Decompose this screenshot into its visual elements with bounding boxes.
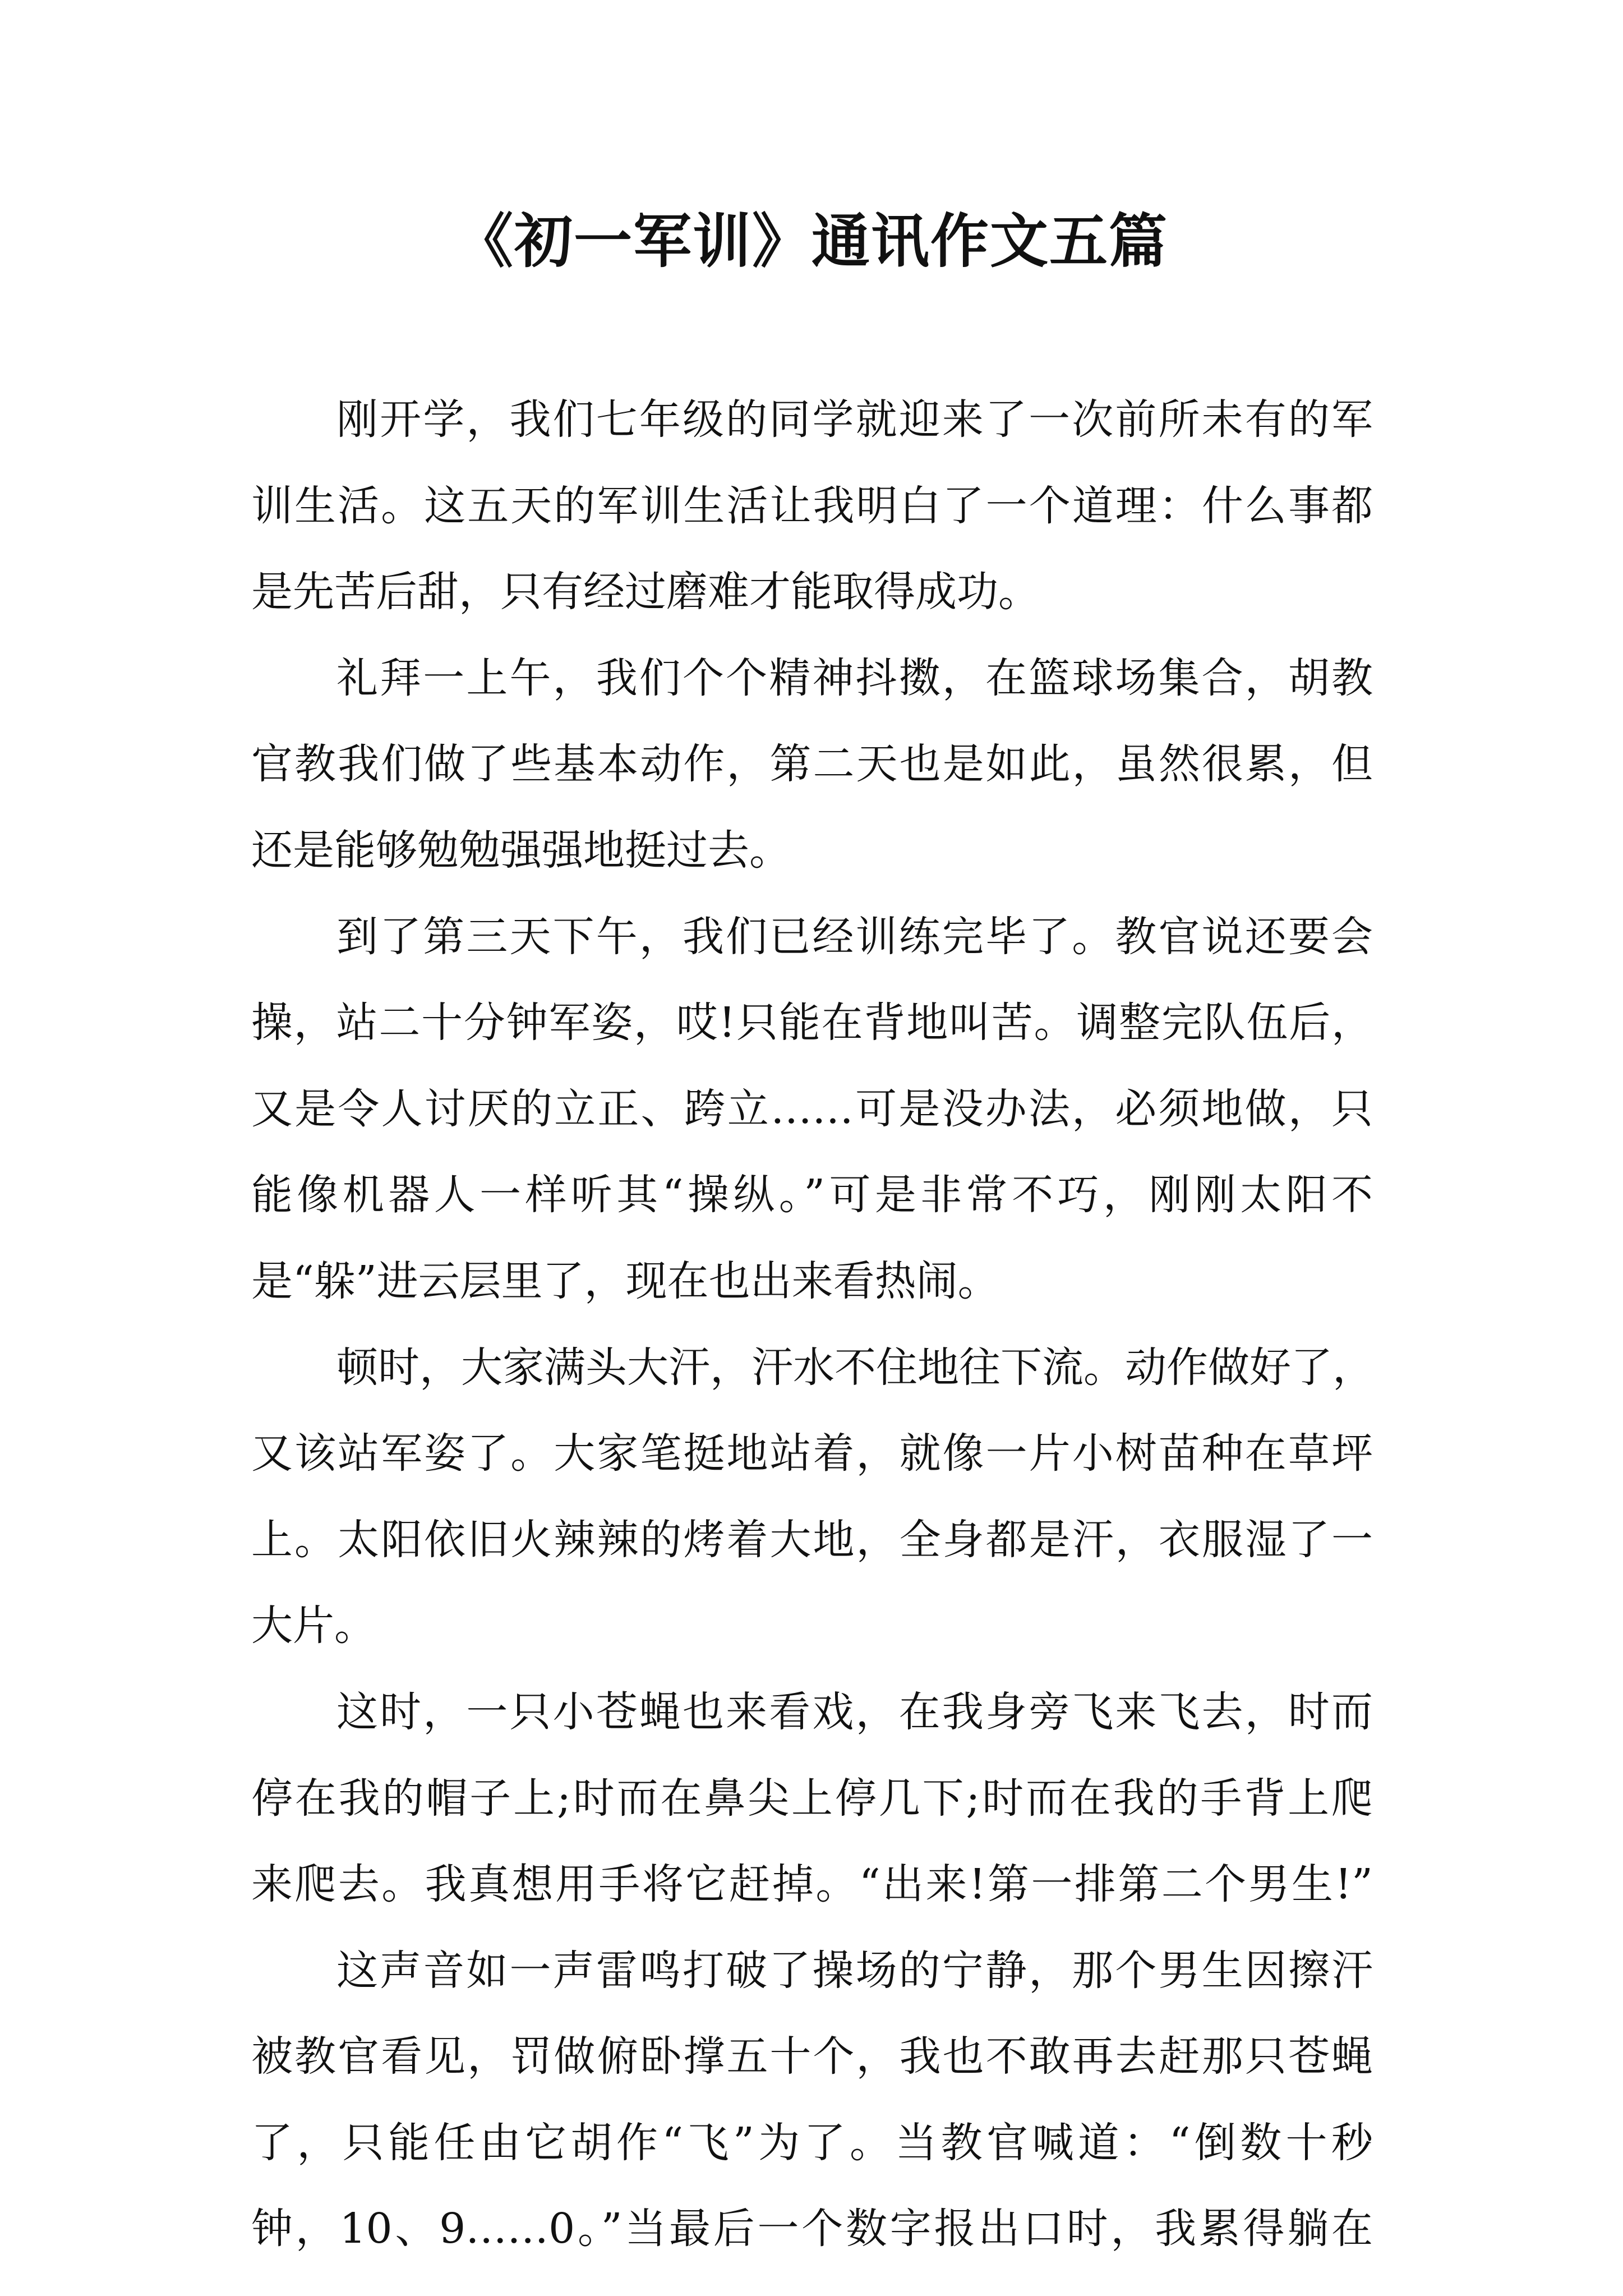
paragraph-4-line-3: 上。太阳依旧火辣辣的烤着大地，全身都是汗，衣服湿了一 [251,1515,1373,1564]
paragraph-2-line-3: 还是能够勉勉强强地挺过去。 [251,826,791,875]
paragraph-6-line-3: 了，只能任由它胡作“飞”为了。当教官喊道：“倒数十秒 [251,2118,1373,2167]
paragraph-2-line-1: 礼拜一上午，我们个个精神抖擞，在篮球场集合，胡教 [336,654,1373,702]
paragraph-6-line-1: 这声音如一声雷鸣打破了操场的宁静，那个男生因擦汗 [336,1946,1373,1995]
paragraph-5-line-1: 这时，一只小苍蝇也来看戏，在我身旁飞来飞去，时而 [336,1687,1373,1736]
paragraph-1-line-2: 训生活。这五天的军训生活让我明白了一个道理：什么事都 [251,481,1373,530]
paragraph-5-line-2: 停在我的帽子上;时而在鼻尖上停几下;时而在我的手背上爬 [251,1774,1373,1823]
paragraph-6-line-2: 被教官看见，罚做俯卧撑五十个，我也不敢再去赶那只苍蝇 [251,2032,1373,2081]
paragraph-3-line-1: 到了第三天下午，我们已经训练完毕了。教官说还要会 [336,912,1373,961]
paragraph-3-line-3: 又是令人讨厌的立正、跨立……可是没办法，必须地做，只 [251,1084,1373,1133]
document-body [251,377,1373,2272]
paragraph-6-line-4: 钟，10、9……0。”当最后一个数字报出口时，我累得躺在 [251,2205,1373,2253]
paragraph-4-line-2: 又该站军姿了。大家笔挺地站着，就像一片小树苗种在草坪 [251,1429,1373,1478]
paragraph-5-line-3: 来爬去。我真想用手将它赶掉。“出来!第一排第二个男生!” [251,1860,1373,1909]
document-title: 《初一军训》通讯作文五篇 [454,206,1168,275]
paragraph-1-line-1: 刚开学，我们七年级的同学就迎来了一次前所未有的军 [336,395,1373,444]
paragraph-1-line-3: 是先苦后甜，只有经过磨难才能取得成功。 [251,568,1040,616]
paragraph-3-line-4: 能像机器人一样听其“操纵。”可是非常不巧，刚刚太阳不 [251,1171,1373,1220]
paragraph-4-line-4: 大片。 [251,1602,376,1650]
paragraph-3-line-2: 操，站二十分钟军姿，哎!只能在背地叫苦。调整完队伍后， [251,999,1373,1047]
paragraph-4-line-1: 顿时，大家满头大汗，汗水不住地往下流。动作做好了， [336,1343,1374,1392]
paragraph-2-line-2: 官教我们做了些基本动作，第二天也是如此，虽然很累，但 [251,740,1373,789]
paragraph-3-line-5: 是“躲”进云层里了，现在也出来看热闹。 [251,1257,999,1305]
